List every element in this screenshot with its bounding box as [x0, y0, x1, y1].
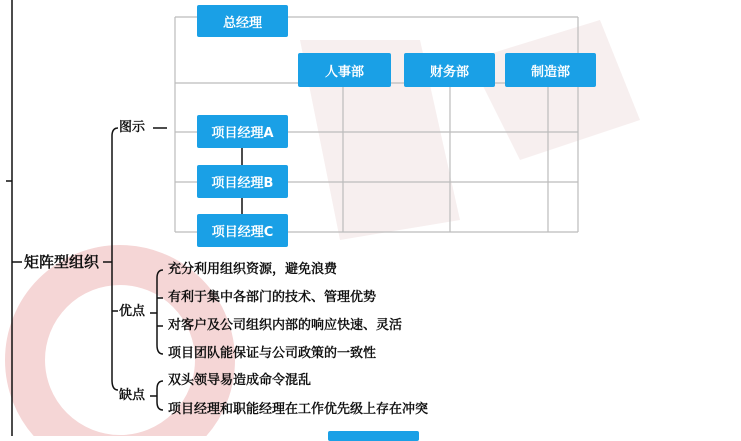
department-box-hr: 人事部	[298, 53, 391, 87]
disadvantage-item: 项目经理和职能经理在工作优先级上存在冲突	[168, 402, 429, 417]
figure-label: 图示	[119, 120, 146, 135]
disadvantages-label: 缺点	[119, 388, 146, 403]
cut-off-box	[328, 431, 419, 441]
department-box-manufacturing: 制造部	[505, 53, 596, 87]
project-manager-box-b: 项目经理B	[197, 165, 288, 198]
ceo-box: 总经理	[197, 5, 288, 37]
disadvantage-item: 双头领导易造成命令混乱	[168, 373, 312, 388]
advantage-item: 对客户及公司组织内部的响应快速、灵活	[168, 318, 403, 333]
project-manager-box-c: 项目经理C	[197, 214, 288, 247]
advantage-item: 充分利用组织资源，避免浪费	[168, 262, 338, 277]
advantage-item: 项目团队能保证与公司政策的一致性	[168, 346, 377, 361]
department-box-finance: 财务部	[404, 53, 495, 87]
advantage-item: 有利于集中各部门的技术、管理优势	[168, 290, 377, 305]
root-label: 矩阵型组织	[24, 253, 100, 271]
project-manager-box-a: 项目经理A	[197, 115, 288, 148]
advantages-label: 优点	[119, 304, 146, 319]
